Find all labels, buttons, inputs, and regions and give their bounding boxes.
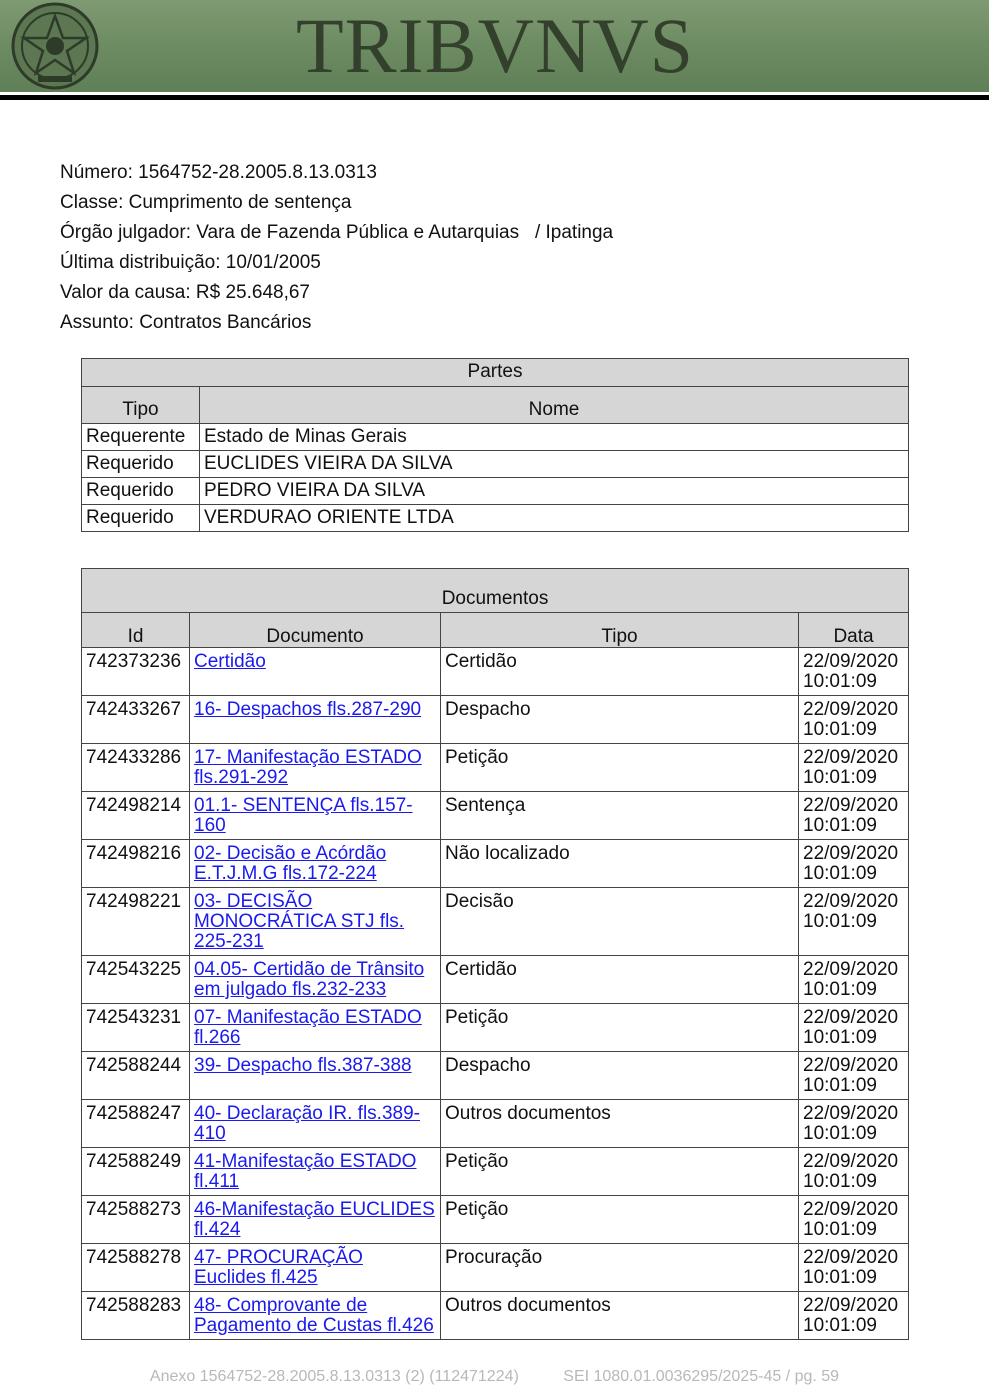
parte-tipo: Requerido [82, 451, 200, 478]
documento-tipo: Sentença [441, 792, 799, 840]
documento-tipo: Não localizado [441, 840, 799, 888]
documento-data: 22/09/2020 10:01:09 [799, 1244, 909, 1292]
documento-cell [190, 840, 441, 888]
header-rule [0, 95, 989, 100]
documento-id: 742588283 [82, 1292, 190, 1340]
documento-id: 742498214 [82, 792, 190, 840]
documento-data: 22/09/2020 10:01:09 [799, 1196, 909, 1244]
documento-id: 742588247 [82, 1100, 190, 1148]
documento-tipo: Petição [441, 1004, 799, 1052]
documento-tipo: Petição [441, 744, 799, 792]
documento-data: 22/09/2020 10:01:09 [799, 1292, 909, 1340]
ultima-distribuicao: Última distribuição: 10/01/2005 [60, 252, 321, 273]
documento-cell [190, 1292, 441, 1340]
documento-tipo: Despacho [441, 696, 799, 744]
documento-link[interactable]: Certidão [194, 651, 266, 672]
documento-id: 742588244 [82, 1052, 190, 1100]
documento-cell [190, 792, 441, 840]
documento-row [82, 744, 909, 792]
documentos-caption: Documentos [82, 569, 909, 613]
documento-cell [190, 1052, 441, 1100]
documento-data: 22/09/2020 10:01:09 [799, 840, 909, 888]
documento-tipo: Procuração [441, 1244, 799, 1292]
documento-link[interactable]: 48- Comprovante de Pagamento de Custas fl.426 [194, 1295, 434, 1336]
documento-row [82, 792, 909, 840]
documento-link[interactable]: 01.1- SENTENÇA fls.157-160 [194, 795, 413, 836]
partes-header-nome: Nome [200, 387, 909, 424]
classe: Classe: Cumprimento de sentença [60, 192, 352, 213]
documento-link[interactable]: 46-Manifestação EUCLIDES fl.424 [194, 1199, 435, 1240]
documento-data: 22/09/2020 10:01:09 [799, 696, 909, 744]
docs-header-tipo: Tipo [441, 613, 799, 648]
banner-title: TRIBVNVS [296, 2, 695, 89]
documento-data: 22/09/2020 10:01:09 [799, 1100, 909, 1148]
documento-link[interactable]: 02- Decisão e Acórdão E.T.J.M.G fls.172-224 [194, 843, 387, 884]
documento-row [82, 1292, 909, 1340]
documento-link[interactable]: 41-Manifestação ESTADO fl.411 [194, 1151, 417, 1192]
documento-data: 22/09/2020 10:01:09 [799, 648, 909, 696]
documento-row [82, 1148, 909, 1196]
documento-link[interactable]: 40- Declaração IR. fls.389-410 [194, 1103, 420, 1144]
documento-id: 742498221 [82, 888, 190, 956]
documento-id: 742588249 [82, 1148, 190, 1196]
documento-data: 22/09/2020 10:01:09 [799, 744, 909, 792]
documento-id: 742433267 [82, 696, 190, 744]
documento-cell [190, 1244, 441, 1292]
documento-cell [190, 696, 441, 744]
documento-id: 742543225 [82, 956, 190, 1004]
parte-tipo: Requerido [82, 505, 200, 532]
documento-link[interactable]: 17- Manifestação ESTADO fls.291-292 [194, 747, 422, 788]
documento-tipo: Despacho [441, 1052, 799, 1100]
documento-id: 742498216 [82, 840, 190, 888]
documento-tipo: Decisão [441, 888, 799, 956]
documento-id: 742588273 [82, 1196, 190, 1244]
documento-id: 742373236 [82, 648, 190, 696]
numero: Número: 1564752-28.2005.8.13.0313 [60, 162, 377, 183]
valor-causa: Valor da causa: R$ 25.648,67 [60, 282, 310, 303]
partes-header-tipo: Tipo [82, 387, 200, 424]
documento-row [82, 696, 909, 744]
footer-sei: SEI 1080.01.0036295/2025-45 / pg. 59 [563, 1368, 840, 1385]
documento-tipo: Petição [441, 1196, 799, 1244]
documento-tipo: Petição [441, 1148, 799, 1196]
orgao-julgador: Órgão julgador: Vara de Fazenda Pública e Autarquias / Ipatinga [60, 222, 614, 243]
partes-table [81, 358, 909, 532]
parte-nome: Estado de Minas Gerais [200, 424, 909, 451]
coat-of-arms-icon [10, 2, 100, 90]
parte-nome: PEDRO VIEIRA DA SILVA [200, 478, 909, 505]
documento-link[interactable]: 39- Despacho fls.387-388 [194, 1055, 412, 1076]
documento-data: 22/09/2020 10:01:09 [799, 1148, 909, 1196]
documento-cell [190, 956, 441, 1004]
documento-row [82, 648, 909, 696]
documento-id: 742433286 [82, 744, 190, 792]
documento-row [82, 1244, 909, 1292]
partes-row [82, 424, 909, 451]
docs-header-documento: Documento [190, 613, 441, 648]
documento-link[interactable]: 03- DECISÃO MONOCRÁTICA STJ fls. 225-231 [194, 891, 405, 952]
parte-nome: EUCLIDES VIEIRA DA SILVA [200, 451, 909, 478]
footer-anexo: Anexo 1564752-28.2005.8.13.0313 (2) (112471224) [149, 1368, 519, 1385]
documento-data: 22/09/2020 10:01:09 [799, 956, 909, 1004]
documento-row [82, 1004, 909, 1052]
documento-cell [190, 744, 441, 792]
header-banner [0, 0, 989, 92]
parte-nome: VERDURAO ORIENTE LTDA [200, 505, 909, 532]
documento-link[interactable]: 07- Manifestação ESTADO fl.266 [194, 1007, 422, 1048]
documentos-table [81, 568, 909, 1340]
documento-row [82, 888, 909, 956]
parte-tipo: Requerido [82, 478, 200, 505]
documento-cell [190, 1004, 441, 1052]
documento-row [82, 956, 909, 1004]
documento-id: 742543231 [82, 1004, 190, 1052]
documento-tipo: Certidão [441, 956, 799, 1004]
process-info [60, 158, 613, 338]
documento-cell [190, 1100, 441, 1148]
documento-row [82, 840, 909, 888]
documento-row [82, 1196, 909, 1244]
documento-tipo: Outros documentos [441, 1100, 799, 1148]
documento-cell [190, 1196, 441, 1244]
assunto: Assunto: Contratos Bancários [60, 312, 312, 333]
documento-link[interactable]: 16- Despachos fls.287-290 [194, 699, 422, 720]
page-footer [0, 1368, 989, 1386]
documento-tipo: Certidão [441, 648, 799, 696]
documento-data: 22/09/2020 10:01:09 [799, 1004, 909, 1052]
documento-data: 22/09/2020 10:01:09 [799, 792, 909, 840]
documento-cell [190, 888, 441, 956]
documento-row [82, 1052, 909, 1100]
docs-header-data: Data [799, 613, 909, 648]
documento-cell [190, 648, 441, 696]
docs-header-id: Id [82, 613, 190, 648]
documento-cell [190, 1148, 441, 1196]
parte-tipo: Requerente [82, 424, 200, 451]
documento-link[interactable]: 47- PROCURAÇÃO Euclides fl.425 [194, 1247, 363, 1288]
partes-caption: Partes [82, 359, 909, 387]
documento-data: 22/09/2020 10:01:09 [799, 1052, 909, 1100]
documento-id: 742588278 [82, 1244, 190, 1292]
partes-row [82, 451, 909, 478]
documento-tipo: Outros documentos [441, 1292, 799, 1340]
partes-row [82, 505, 909, 532]
documento-data: 22/09/2020 10:01:09 [799, 888, 909, 956]
partes-row [82, 478, 909, 505]
documento-link[interactable]: 04.05- Certidão de Trânsito em julgado fls.232-233 [194, 959, 425, 1000]
documento-row [82, 1100, 909, 1148]
